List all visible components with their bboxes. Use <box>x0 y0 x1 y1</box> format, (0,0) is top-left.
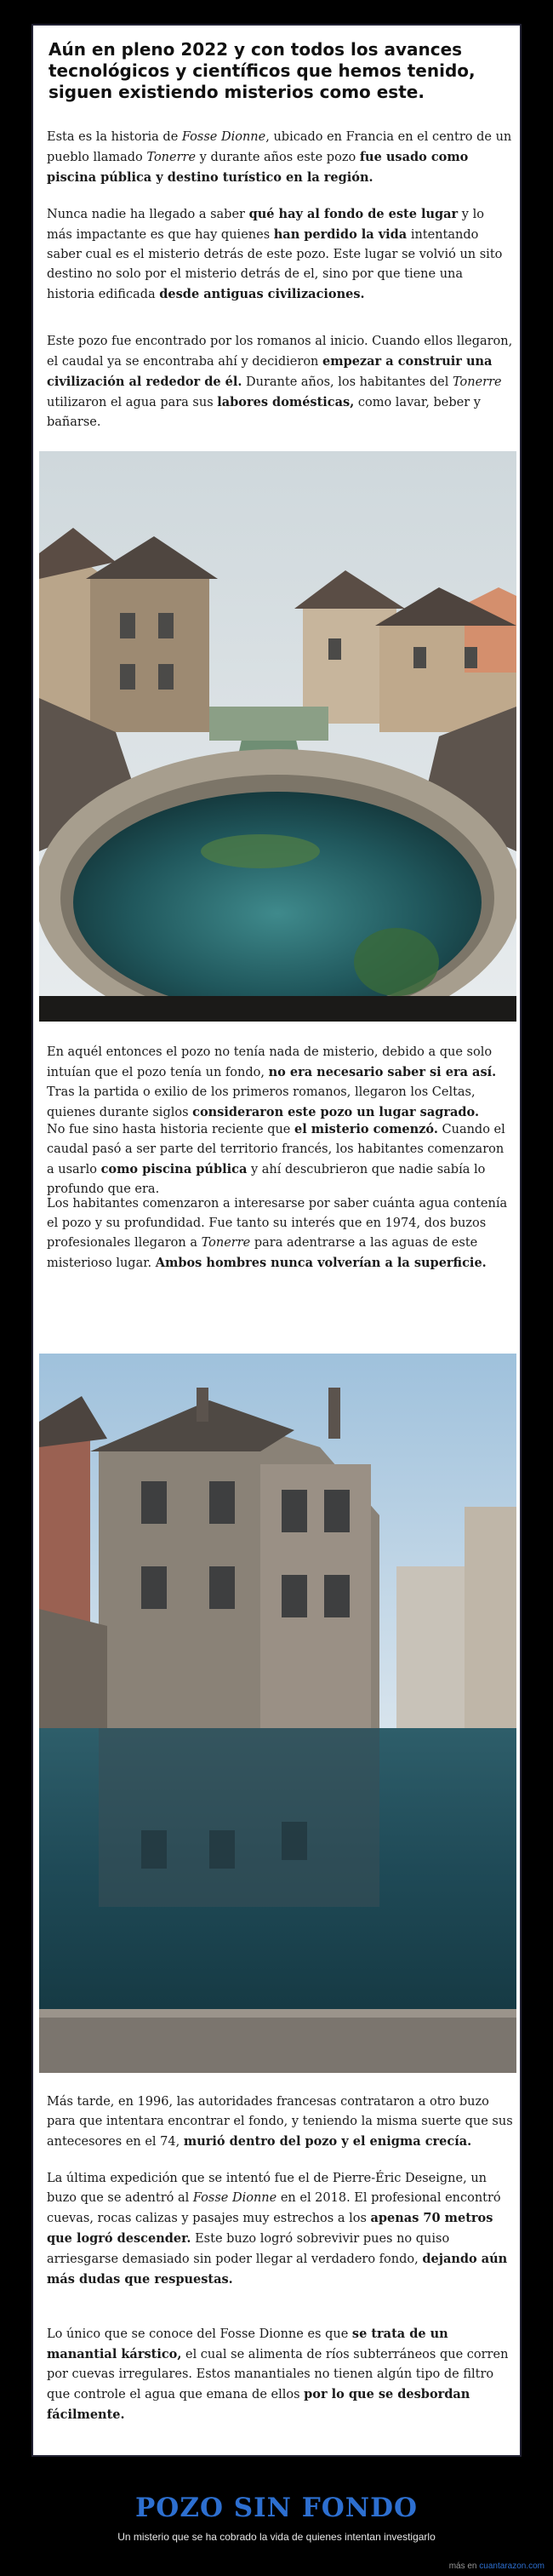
paragraph-2: Nunca nadie ha llegado a saber qué hay al fondo de este lugar y lo más impactante es que hay quienes han perdido la vida intentando saber cual es el misterio detrás de este pozo. Este lugar se volvió un sito destino no solo por el misterio detrás de el, sino por que tiene una historia edificada desde antiguas civilizaciones. <box>47 207 503 301</box>
footer-credit <box>449 2562 544 2571</box>
footer-prefix: más en <box>448 2562 480 2571</box>
paragraph-3: Este pozo fue encontrado por los romanos al inicio. Cuando ellos llegaron, el caudal ya se encontraba ahí y decidieron empezar a construir una civilización al rededor de él. Durante años, los habitantes del Tonerre utilizaron el agua para sus labores domésticas, como lavar, beber y bañarse. <box>47 335 513 429</box>
building-reflection-photo-icon <box>39 1354 516 2073</box>
article-heading: Aún en pleno 2022 y con todos los avances tecnológicos y científicos que hemos tenido, siguen existiendo misterios como este. <box>48 39 476 102</box>
paragraph-6: Los habitantes comenzaron a interesarse por saber cuánta agua contenía el pozo y su profundidad. Fue tanto su interés que en 1974, dos buzos profesionales llegaron a Tonerre para adentrarse a las aguas de este misterioso lugar. Ambos hombres nunca volverían a la superficie. <box>47 1197 508 1270</box>
paragraph-8: La última expedición que se intentó fue el de Pierre-Éric Deseigne, un buzo que se adentró al Fosse Dionne en el 2018. El profesional encontró cuevas, rocas calizas y pasajes muy estrechos a los apenas 70 metros que logró descender. Este buzo logró sobrevivir pues no quiso arriesgarse demasiado sin poder llegar al verdadero fondo, dejando aún más dudas que respuestas. <box>47 2172 508 2287</box>
article-card <box>31 24 522 2457</box>
paragraph-4: En aquél entonces el pozo no tenía nada de misterio, debido a que solo intuían que el pozo tenía un fondo, no era necesario saber si era así. Tras la partida o exilio de los primeros romanos, llegaron los Celtas, quienes durante siglos consideraron este pozo un lugar sagrado. <box>47 1045 497 1119</box>
photo-fosse-dionne-reflection <box>39 1354 516 2073</box>
paragraph-1: Esta es la historia de Fosse Dionne, ubicado en Francia en el centro de un pueblo llamado Tonerre y durante años este pozo fue usado como piscina pública y destino turístico en la región. <box>47 130 512 185</box>
paragraph-9: Lo único que se conoce del Fosse Dionne es que se trata de un manantial kárstico, el cual se alimenta de ríos subterráneos que corren por cuevas irregulares. Estos manantiales no tienen algún tipo de filtro que controle el agua que emana de ellos por lo que se desbordan fácilmente. <box>47 2327 509 2422</box>
stone-well-photo-icon <box>39 451 516 1022</box>
paragraph-5: No fue sino hasta historia reciente que el misterio comenzó. Cuando el caudal pasó a ser parte del territorio francés, los habitantes comenzaron a usarlo como piscina pública y ahí descubrieron que nadie sabía lo profundo que era. <box>47 1122 505 1196</box>
paragraph-7: Más tarde, en 1996, las autoridades francesas contrataron a otro buzo para que intentara encontrar el fondo, y teniendo la misma suerte que sus antecesores en el 74, murió dentro del pozo y el enigma crecía. <box>47 2095 513 2149</box>
photo-fosse-dionne-well <box>39 451 516 1022</box>
footer-site-link[interactable]: cuantarazon.com <box>479 2562 544 2571</box>
banner-subtitle: Un misterio que se ha cobrado la vida de quienes intentan investigarlo <box>117 2531 436 2543</box>
banner-title: POZO SIN FONDO <box>135 2493 418 2523</box>
